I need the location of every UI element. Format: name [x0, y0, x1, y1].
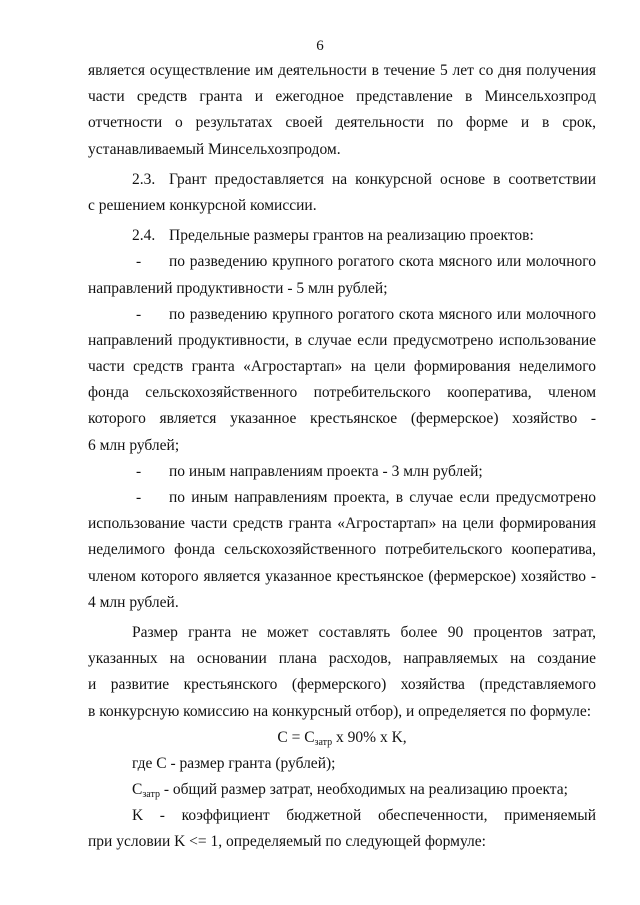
bullet-item — [88, 485, 596, 511]
bullet-item — [88, 459, 596, 485]
text-line: где С - размер гранта (рублей); — [132, 754, 336, 772]
dash-marker: - — [136, 489, 142, 506]
clause-2-4 — [88, 223, 596, 249]
text-line: Предельные размеры грантов на реализацию проектов: — [169, 227, 534, 245]
text-line: части средств гранта «Агростартап» на цели формирования неделимого — [88, 358, 596, 376]
symbol-subscript: затр — [142, 789, 160, 801]
dash-marker: - — [136, 253, 142, 271]
text-line: в конкурсную комиссию на конкурсный отбор), и определяется по формуле: — [88, 702, 592, 720]
text-line: 6 млн рублей; — [88, 436, 180, 454]
text-line: устанавливаемый Минсельхозпродом. — [88, 140, 341, 158]
text-line: Размер гранта не может составлять более 90 процентов затрат, — [132, 623, 596, 641]
text-line: которого является указанное крестьянское (фермерское) хозяйство - — [88, 410, 596, 428]
formula-left: С = С — [277, 728, 315, 746]
text-line: части средств гранта и ежегодное представление в Минсельхозпрод — [88, 88, 596, 106]
bullet-item — [88, 302, 596, 328]
text-line: 4 млн рублей. — [88, 593, 179, 611]
clause-number: 2.3. — [132, 170, 156, 188]
symbol: С — [132, 781, 143, 799]
text-line: - общий размер затрат, необходимых на реализацию проекта; — [159, 781, 568, 799]
document-body — [88, 58, 596, 856]
dash-marker: - — [136, 462, 142, 480]
text-line: и развитие крестьянского (фермерского) хозяйства (представляемого — [88, 676, 596, 694]
text-line: при условии K <= 1, определяемый по следующей формуле: — [88, 833, 486, 851]
text-line: отчетности о результатах своей деятельности по форме и в срок, — [88, 114, 596, 132]
definition-line — [88, 777, 596, 803]
text-line: Грант предоставляется на конкурсной основе в соответствии — [169, 170, 596, 188]
clause-2-3 — [88, 167, 596, 193]
page-number: 6 — [316, 38, 324, 54]
text-line: направлений продуктивности, в случае если предусмотрено использование — [88, 331, 596, 349]
formula — [88, 725, 596, 751]
text-line: неделимого фонда сельскохозяйственного потребительского кооператива, — [88, 541, 596, 559]
text-line: членом которого является указанное крестьянское (фермерское) хозяйство - — [88, 567, 596, 585]
clause-number: 2.4. — [132, 227, 156, 245]
text-line: по разведению крупного рогатого скота мясного или молочного — [169, 253, 596, 271]
text-line: фонда сельскохозяйственного потребительского кооператива, членом — [88, 384, 596, 402]
text-line: с решением конкурсной комиссии. — [88, 196, 317, 214]
text-line: K - коэффициент бюджетной обеспеченности, применяемый — [132, 807, 596, 825]
text-line: является осуществление им деятельности в течение 5 лет со дня получения — [88, 62, 596, 79]
text-line: направлений продуктивности - 5 млн рублей; — [88, 279, 388, 297]
dash-marker: - — [136, 305, 142, 323]
text-line: использование части средств гранта «Агростартап» на цели формирования — [88, 515, 596, 533]
bullet-item — [88, 249, 596, 275]
text-line: по иным направлениям проекта - 3 млн рублей; — [169, 462, 483, 480]
formula-right: x 90% x K, — [332, 728, 407, 746]
text-line: по иным направлениям проекта, в случае если предусмотрено — [169, 489, 596, 506]
text-line: по разведению крупного рогатого скота мясного или молочного — [169, 305, 596, 323]
text-line: указанных на основании плана расходов, направляемых на создание — [88, 650, 596, 668]
formula-subscript: затр — [314, 736, 333, 748]
